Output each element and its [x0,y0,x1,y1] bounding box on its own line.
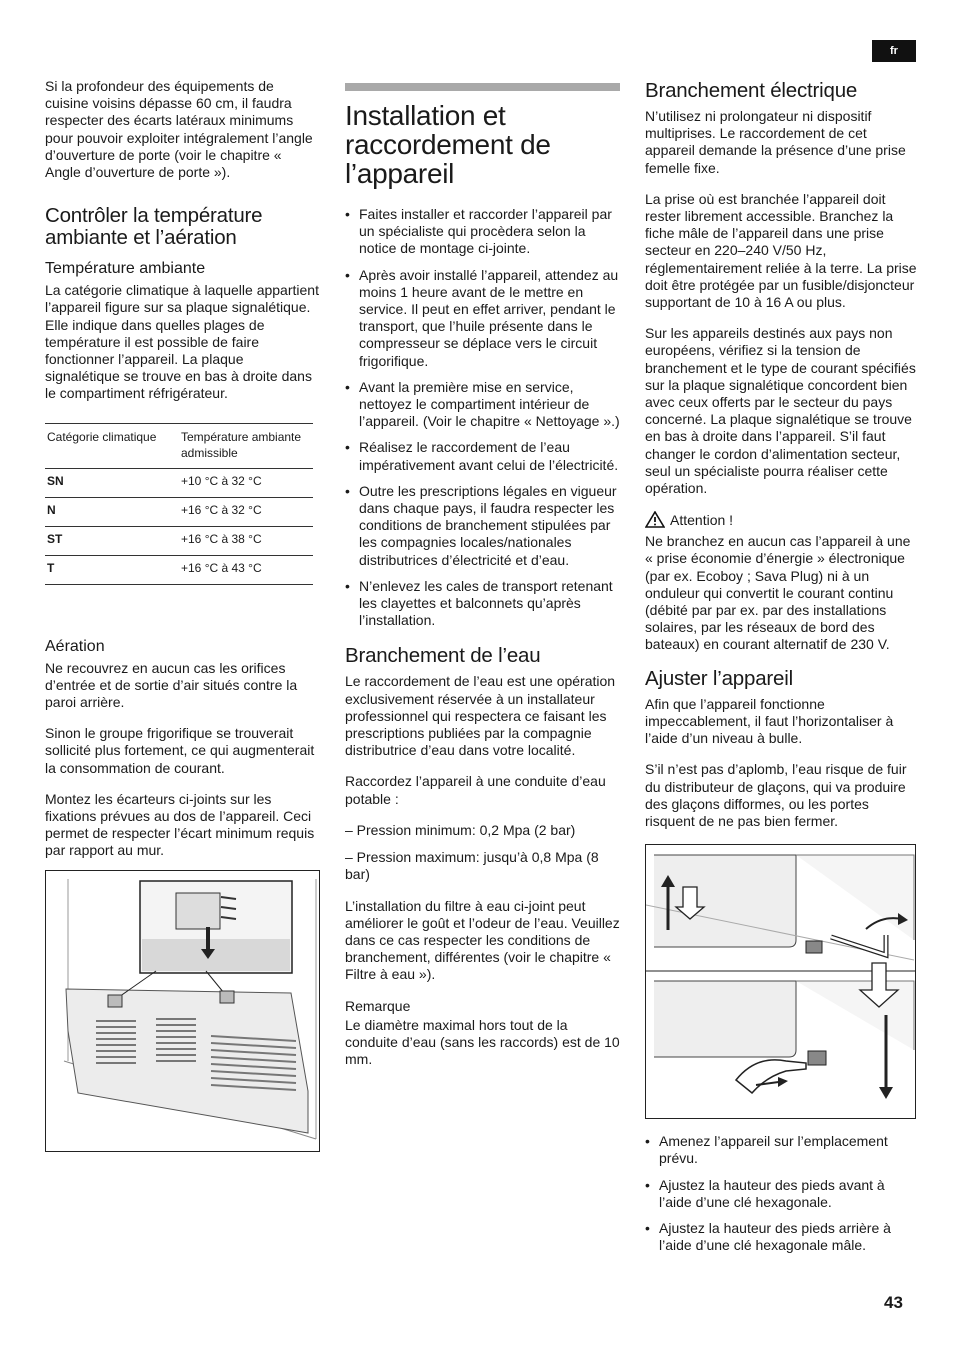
aeration-paragraph-2: Sinon le groupe frigorifique se trouverait sollicité plus fortement, ce qui augmenterait la consommation de courant. [45,725,315,776]
attention-label: Attention ! [670,511,734,528]
intro-paragraph: Si la profondeur des équipements de cuisine voisins dépasse 60 cm, il faudra respecter des écarts latéraux minimums pour pouvoir exploiter intégralement l’angle d’ouverture de porte (voir le chapitre « Angle d’ouverture de porte »). [45,78,313,181]
section-heading-water: Branchement de l’eau [345,644,541,668]
installation-list [345,206,620,629]
table-cell-category: T [45,555,179,584]
warning-triangle-icon [645,511,665,528]
list-item: • Faites installer et raccorder l’appareil par un spécialiste qui procèdera selon la notice de montage ci-jointe. [345,206,620,258]
temperature-paragraph: La catégorie climatique à laquelle appartient l’appareil figure sur sa plaque signalétique. Elle indique dans quelles plages de température il est possible de faire fonctionner l’appareil. La plaque signalétique se trouve en bas à droite dans le compartiment réfrigérateur. [45,282,319,402]
table-row [45,497,313,526]
table-cell-temperature: +16 °C à 38 °C [179,526,313,555]
remark-heading: Remarque [345,997,411,1014]
table-header-category: Catégorie climatique [45,423,179,468]
list-item: • Outre les prescriptions légales en vigueur dans chaque pays, il faudra respecter les conditions de branchement stipulées par les compagnies locales/nationales distributrices d’électricité et d’eau. [345,483,620,569]
language-badge: fr [872,40,916,62]
leveling-feet-icon [646,845,915,1118]
list-item: • Amenez l’appareil sur l’emplacement prévu. [645,1133,920,1167]
water-paragraph-3: L’installation du filtre à eau ci-joint peut améliorer le goût et l’odeur de l’eau. Veuillez dans ce cas respecter les conditions de branchement, différentes (voir le chapitre « Filtre à eau »). [345,897,620,983]
remark-text: Le diamètre maximal hors tout de la conduite d’eau (sans les raccords) est de 10 mm. [345,1016,620,1067]
table-cell-category: ST [45,526,179,555]
page-title: Installation et raccordement de l’appareil [345,100,551,189]
fridge-back-spacer-icon [46,871,319,1151]
table-cell-temperature: +10 °C à 32 °C [179,468,313,497]
electrical-paragraph-2: La prise où est branchée l’appareil doit rester librement accessible. Branchez la fiche mâle de l’appareil dans une prise secteur en 220–240 V/50 Hz, réglementairement reliée à la terre. La prise doit être protégée par un fusible/disjoncteur supportant de 10 à 16 A ou plus. [645,190,917,311]
table-header-temperature: Température ambiante admissible [179,423,313,468]
water-pressure-max: – Pression maximum: jusqu’à 0,8 Mpa (8 bar) [345,849,599,883]
adjust-list [645,1133,920,1254]
section-heading-adjust: Ajuster l’appareil [645,666,793,690]
spacer-illustration [45,870,320,1152]
adjust-paragraph-2: S’il n’est pas d’aplomb, l’eau risque de fuir du distributeur de glaçons, qui va produire des glaçons difformes, ou les portes risquent de ne pas bien fermer. [645,761,907,829]
water-paragraph-2: Raccordez l’appareil à une conduite d’eau potable : [345,773,606,807]
list-item: • Ajustez la hauteur des pieds arrière à l’aide d’une clé hexagonale mâle. [645,1220,920,1254]
aeration-paragraph-3: Montez les écarteurs ci-joints sur les fixations prévues au dos de l’appareil. Ceci permet de respecter l’écart minimum requis par rapport au mur. [45,790,315,859]
table-cell-temperature: +16 °C à 32 °C [179,497,313,526]
electrical-paragraph-3: Sur les appareils destinés aux pays non européens, vérifiez si la tension de branchement et le type de courant spécifiés sur la plaque signalétique concordent bien avec ceux offerts par le secteur du pays concerné. La plaque signalétique se trouve en bas à droite dans l’appareil. S’il faut changer le cordon d’alimentation secteur, seul un spécialiste pourra réaliser cette opération. [645,325,916,497]
list-item: • Ajustez la hauteur des pieds avant à l’aide d’une clé hexagonale. [645,1177,920,1211]
column-left [45,78,320,1152]
water-pressure-min: – Pression minimum: 0,2 Mpa (2 bar) [345,821,576,838]
list-item: • Réalisez le raccordement de l’eau impérativement avant celui de l’électricité. [345,439,620,473]
attention-notice [645,511,920,528]
subheading-ambient-temperature: Température ambiante [45,260,206,278]
section-heading-temperature: Contrôler la température ambiante et l’aération [45,204,263,250]
column-middle [345,78,620,1082]
subheading-aeration: Aération [45,637,105,655]
water-paragraph-1: Le raccordement de l’eau est une opération exclusivement réservée à un installateur professionnel qui respectera ce faisant les prescriptions publiées par la compagnie distributrice d’eau dans votre localité. [345,673,616,759]
table-row [45,526,313,555]
table-cell-temperature: +16 °C à 43 °C [179,555,313,584]
section-heading-electrical: Branchement électrique [645,79,858,102]
climate-table [45,423,313,585]
list-item: • Avant la première mise en service, nettoyez le compartiment intérieur de l’appareil. (Voir le chapitre « Nettoyage ».) [345,379,620,431]
adjust-paragraph-1: Afin que l’appareil fonctionne impeccablement, il faut l’horizontaliser à l’aide d’un niveau à bulle. [645,695,894,747]
aeration-paragraph-1: Ne recouvrez en aucun cas les orifices d’entrée et de sortie d’air situés contre la paroi arrière. [45,659,298,711]
column-right [645,78,920,1263]
table-cell-category: N [45,497,179,526]
list-item: • Après avoir installé l’appareil, attendez au moins 1 heure avant de le mettre en service. Il peut en effet arriver, pendant le transport, que l’huile présente dans le compresseur se déplace vers le circuit frigorifique. [345,267,620,370]
table-cell-category: SN [45,468,179,497]
attention-text: Ne branchez en aucun cas l’appareil à une « prise économie d’énergie » électronique (par ex. Ecoboy ; Sava Plug) ni à un onduleur qui convertit le courant continu (débité par par ex. par des installations solaires, par les réseaux de bord des bateaux) en courant alternatif de 230 V. [645,533,911,653]
table-row [45,555,313,584]
title-bar [345,83,620,91]
electrical-paragraph-1: N’utilisez ni prolongateur ni dispositif multiprises. Le raccordement de cet appareil demande la présence d’une prise femelle fixe. [645,108,906,176]
table-row [45,468,313,497]
leveling-illustration [645,844,916,1119]
page-number: 43 [884,1293,903,1312]
list-item: • N’enlevez les cales de transport retenant les clayettes et balconnets qu’après l’installation. [345,578,620,630]
